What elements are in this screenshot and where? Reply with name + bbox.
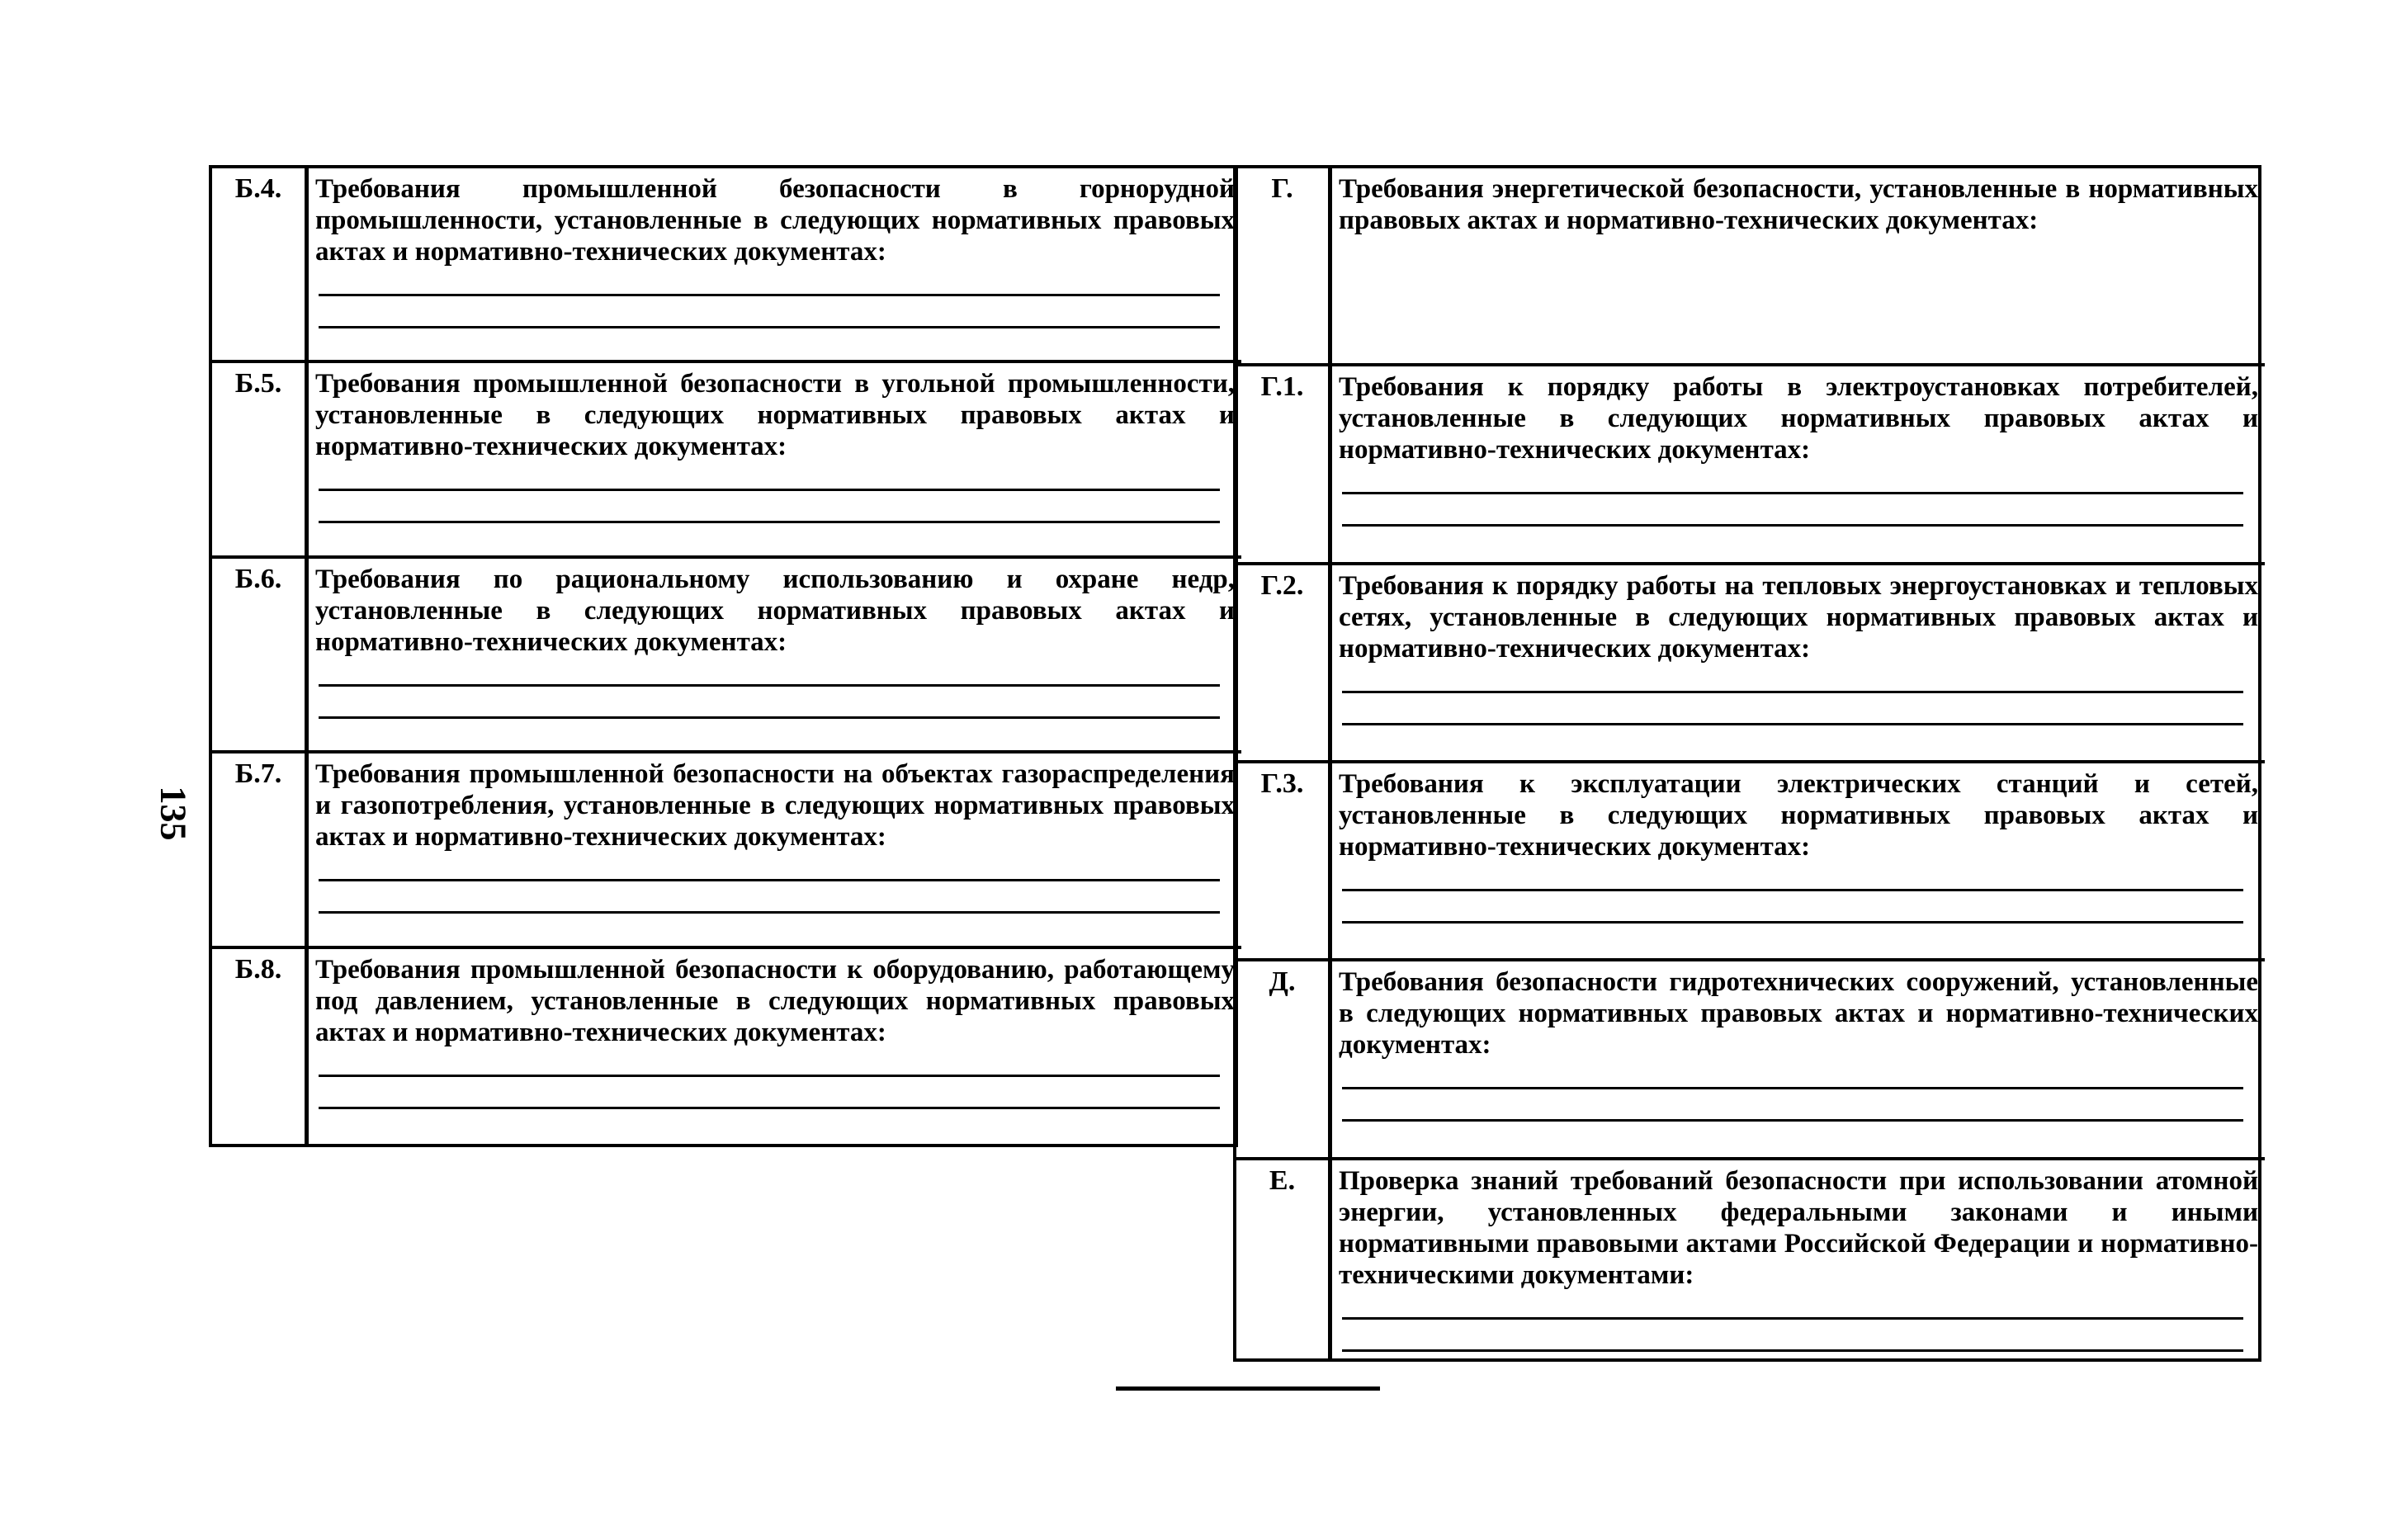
section-cell (1332, 961, 2265, 1160)
left-requirements-table (209, 165, 1238, 1147)
section-code: Б.5. (212, 363, 309, 558)
section-text: Требования промышленной безопасности в горнорудной промышленности, установленные в следующих нормативных правовых актах и нормативно-технических документах: (315, 174, 1235, 267)
fill-in-line[interactable] (319, 716, 1220, 719)
section-code: Е. (1236, 1160, 1332, 1358)
section-cell (1332, 565, 2265, 763)
section-cell (309, 559, 1241, 753)
section-cell (1332, 1160, 2265, 1358)
fill-in-line[interactable] (1342, 723, 2243, 725)
fill-in-line[interactable] (1342, 1087, 2243, 1089)
section-cell (1332, 366, 2265, 565)
section-cell (309, 168, 1241, 363)
fill-in-line[interactable] (1342, 492, 2243, 494)
section-code: Г.2. (1236, 565, 1332, 763)
section-code: Б.7. (212, 753, 309, 948)
section-text: Требования к порядку работы на тепловых энергоустановках и тепловых сетях, установленные в следующих нормативных правовых актах и нормативно-технических документах: (1339, 570, 2258, 664)
section-text: Требования энергетической безопасности, установленные в нормативных правовых актах и нормативно-технических документах: (1339, 174, 2258, 235)
section-text: Требования промышленной безопасности на объектах газораспределения и газопотребления, установленные в следующих нормативных правовых актах и нормативно-технических документах: (315, 759, 1235, 853)
section-text: Требования промышленной безопасности в угольной промышленности, установленные в следующих нормативных правовых актах и нормативно-технических документах: (315, 369, 1235, 462)
section-cell (309, 949, 1241, 1144)
fill-in-line[interactable] (1342, 691, 2243, 693)
fill-in-line[interactable] (1342, 1349, 2243, 1352)
section-code: Б.8. (212, 949, 309, 1144)
fill-in-line[interactable] (319, 489, 1220, 491)
section-text: Требования промышленной безопасности к оборудованию, работающему под давлением, установленные в следующих нормативных правовых актах и нормативно-технических документах: (315, 954, 1235, 1047)
section-text: Требования к порядку работы в электроустановках потребителей, установленные в следующих нормативных правовых актах и нормативно-технических документах: (1339, 372, 2258, 465)
section-code: Г. (1236, 168, 1332, 366)
bottom-rule (1116, 1386, 1380, 1391)
fill-in-line[interactable] (1342, 1317, 2243, 1320)
fill-in-line[interactable] (319, 326, 1220, 328)
section-text: Требования к эксплуатации электрических станций и сетей, установленные в следующих нормативных правовых актах и нормативно-технических документах: (1339, 768, 2258, 862)
section-cell (1332, 168, 2265, 366)
fill-in-line[interactable] (1342, 921, 2243, 924)
section-code: Б.6. (212, 559, 309, 753)
fill-in-line[interactable] (319, 294, 1220, 296)
fill-in-line[interactable] (1342, 1119, 2243, 1122)
fill-in-line[interactable] (1342, 889, 2243, 891)
fill-in-line[interactable] (319, 684, 1220, 687)
section-text: Требования по рациональному использованию и охране недр, установленные в следующих нормативных правовых актах и нормативно-технических документах: (315, 564, 1235, 657)
section-text: Проверка знаний требований безопасности при использовании атомной энергии, установленных федеральными законами и иными нормативными правовыми актами Российской Федерации и нормативно-техническими документами: (1339, 1165, 2258, 1290)
fill-in-line[interactable] (1342, 524, 2243, 527)
fill-in-line[interactable] (319, 521, 1220, 523)
right-requirements-table (1233, 165, 2261, 1362)
fill-in-line[interactable] (319, 911, 1220, 914)
section-cell (1332, 763, 2265, 961)
section-cell (309, 363, 1241, 558)
fill-in-line[interactable] (319, 1107, 1220, 1109)
fill-in-line[interactable] (319, 879, 1220, 881)
section-text: Требования безопасности гидротехнических сооружений, установленные в следующих нормативных правовых актах и нормативно-технических документах: (1339, 967, 2258, 1061)
section-cell (309, 753, 1241, 948)
section-code: Б.4. (212, 168, 309, 363)
section-code: Д. (1236, 961, 1332, 1160)
section-code: Г.1. (1236, 366, 1332, 565)
section-code: Г.3. (1236, 763, 1332, 961)
fill-in-line[interactable] (319, 1075, 1220, 1077)
page-number: 135 (153, 786, 194, 841)
